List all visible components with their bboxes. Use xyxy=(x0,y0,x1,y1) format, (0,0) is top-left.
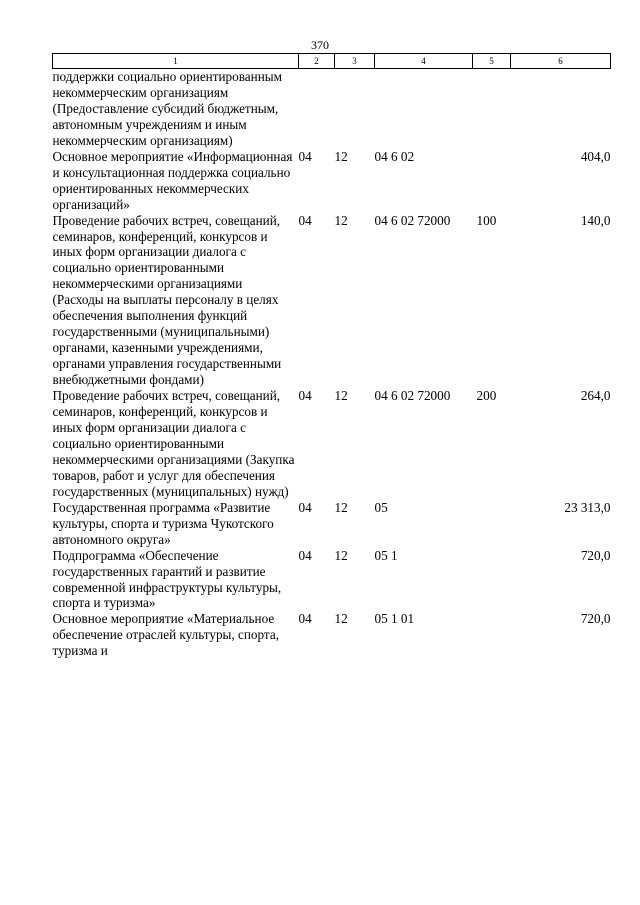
row-subsection: 12 xyxy=(334,547,348,563)
row-target-code: 05 xyxy=(374,499,388,515)
row-expense-type: 100 xyxy=(476,212,497,228)
column-header: 4 xyxy=(375,54,473,69)
row-target-code: 04 6 02 xyxy=(374,148,415,164)
page-number: 370 xyxy=(311,38,329,52)
row-section: 04 xyxy=(298,148,312,164)
row-amount: 23 313,0 xyxy=(564,499,611,515)
row-expense-type xyxy=(473,149,511,213)
row-amount: 404,0 xyxy=(580,148,611,164)
row-name: Проведение рабочих встреч, совещаний, семинаров, конференций, конкурсов и иных форм организации диалога с социально ориентированными некоммерческими организациями (Расходы на выплаты персоналу в целях обеспечения выполнения функций государственными (муниципальными) органами, казенными учреждениями, органами управления государственными внебюджетными фондами) xyxy=(52,212,282,388)
budget-table xyxy=(52,53,611,659)
row-section xyxy=(299,69,335,149)
row-target-code: 04 6 02 72000 xyxy=(374,212,451,228)
table-row xyxy=(53,548,611,612)
row-name: Основное мероприятие «Информационная и консультационная поддержка социально ориентированных некоммерческих организаций» xyxy=(52,148,293,212)
row-target-code xyxy=(375,69,473,149)
table-header-row xyxy=(53,54,611,69)
row-target-code: 05 1 01 xyxy=(374,611,415,627)
row-amount: 720,0 xyxy=(580,611,611,627)
row-subsection: 12 xyxy=(334,212,348,228)
column-header: 3 xyxy=(335,54,375,69)
table-row xyxy=(53,388,611,500)
row-name: Проведение рабочих встреч, совещаний, семинаров, конференций, конкурсов и иных форм организации диалога с социально ориентированными некоммерческими организациями (Закупка товаров, работ и услуг для обеспечения государственных (муниципальных) нужд) xyxy=(52,388,295,499)
column-header: 6 xyxy=(511,54,611,69)
row-expense-type xyxy=(473,69,511,149)
row-section: 04 xyxy=(298,212,312,228)
row-name: поддержки социально ориентированным некоммерческим организациям (Предоставление субсидий бюджетным, автономным учреждениям и иным некоммерческим организациям) xyxy=(52,69,282,148)
row-subsection: 12 xyxy=(334,388,348,404)
row-expense-type: 200 xyxy=(476,388,497,404)
column-header: 2 xyxy=(299,54,335,69)
row-section: 04 xyxy=(298,547,312,563)
row-section: 04 xyxy=(298,388,312,404)
row-amount: 720,0 xyxy=(580,547,611,563)
row-amount: 140,0 xyxy=(580,212,611,228)
row-name: Основное мероприятие «Материальное обеспечение отраслей культуры, спорта, туризма и xyxy=(52,611,279,659)
table-row xyxy=(53,213,611,388)
row-amount xyxy=(511,69,611,149)
column-header: 1 xyxy=(53,54,299,69)
column-header: 5 xyxy=(473,54,511,69)
row-subsection: 12 xyxy=(334,611,348,627)
table-row xyxy=(53,611,611,659)
row-subsection: 12 xyxy=(334,499,348,515)
row-target-code: 04 6 02 72000 xyxy=(374,388,451,404)
table-row xyxy=(53,500,611,548)
row-name: Государственная программа «Развитие культуры, спорта и туризма Чукотского автономного округа» xyxy=(52,499,274,547)
table-row xyxy=(53,149,611,213)
row-subsection: 12 xyxy=(334,148,348,164)
row-name: Подпрограмма «Обеспечение государственных гарантий и развитие современной инфраструктуры культуры, спорта и туризма» xyxy=(52,547,282,611)
row-subsection xyxy=(335,69,375,149)
row-amount: 264,0 xyxy=(580,388,611,404)
row-section: 04 xyxy=(298,499,312,515)
row-expense-type xyxy=(473,611,511,659)
row-section: 04 xyxy=(298,611,312,627)
row-expense-type xyxy=(473,500,511,548)
table-row xyxy=(53,69,611,149)
row-target-code: 05 1 xyxy=(374,547,398,563)
row-expense-type xyxy=(473,548,511,612)
